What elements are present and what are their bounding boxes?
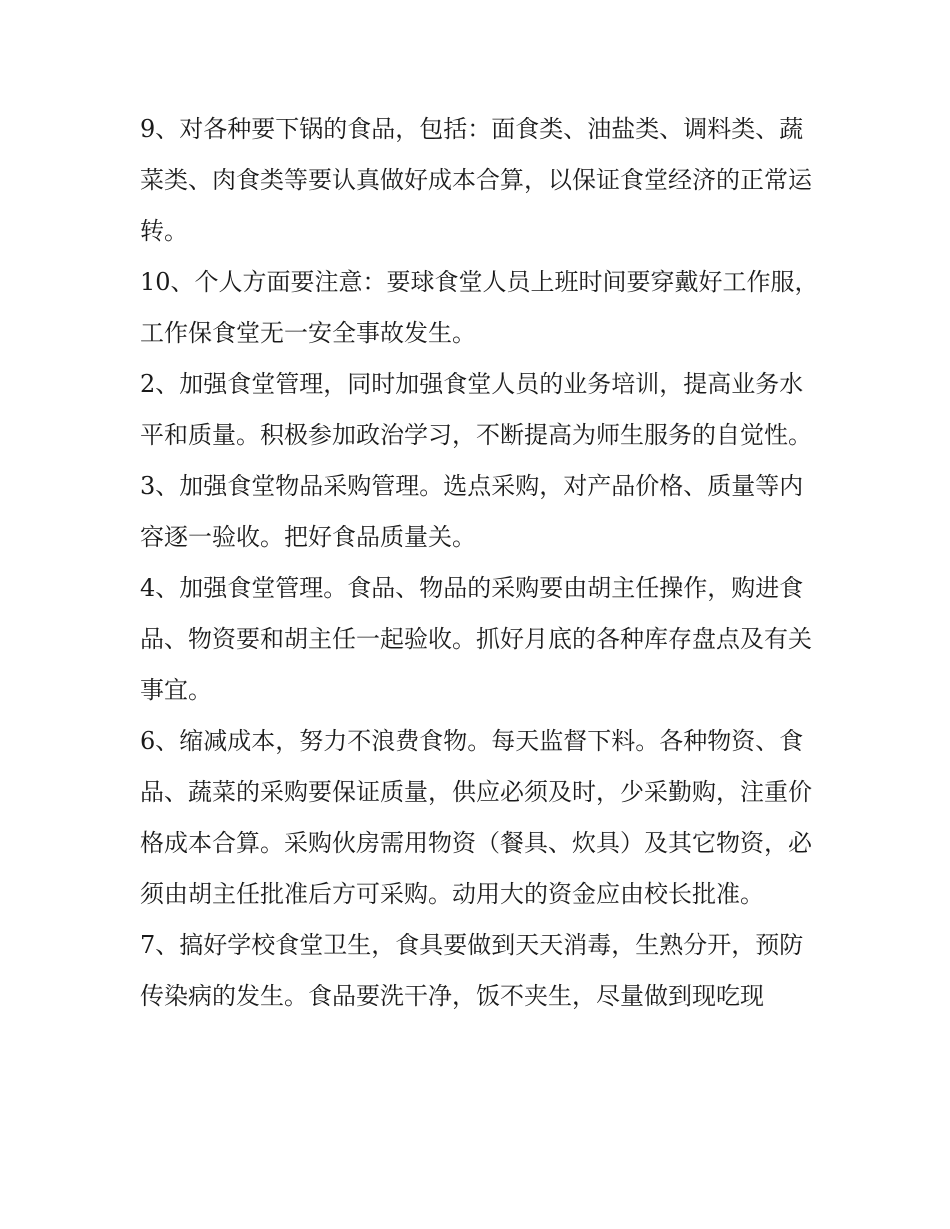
paragraph-3: 3、加强食堂物品采购管理。选点采购，对产品价格、质量等内容逐一验收。把好食品质量关。 — [140, 472, 804, 551]
paragraph-2: 2、加强食堂管理，同时加强食堂人员的业务培训，提高业务水平和质量。积极参加政治学习，不断提高为师生服务的自觉性。 — [140, 370, 812, 449]
paragraph-9: 9、对各种要下锅的食品，包括：面食类、油盐类、调料类、蔬菜类、肉食类等要认真做好成本合算，以保证食堂经济的正常运转。 — [140, 115, 812, 245]
paragraph-6: 6、缩减成本，努力不浪费食物。每天监督下料。各种物资、食品、蔬菜的采购要保证质量，供应必须及时，少采勤购，注重价格成本合算。采购伙房需用物资（餐具、炊具）及其它物资，必须由胡主任批准后方可采购。动用大的资金应由校长批准。 — [140, 727, 812, 908]
paragraph-4: 4、加强食堂管理。食品、物品的采购要由胡主任操作，购进食品、物资要和胡主任一起验收。抓好月底的各种库存盘点及有关事宜。 — [140, 574, 812, 704]
paragraph-7: 7、搞好学校食堂卫生，食具要做到天天消毒，生熟分开，预防传染病的发生。食品要洗干净，饭不夹生，尽量做到现吃现 — [140, 931, 804, 1010]
paragraph-10: 10、个人方面要注意：要球食堂人员上班时间要穿戴好工作服，工作保食堂无一安全事故发生。 — [140, 268, 819, 347]
